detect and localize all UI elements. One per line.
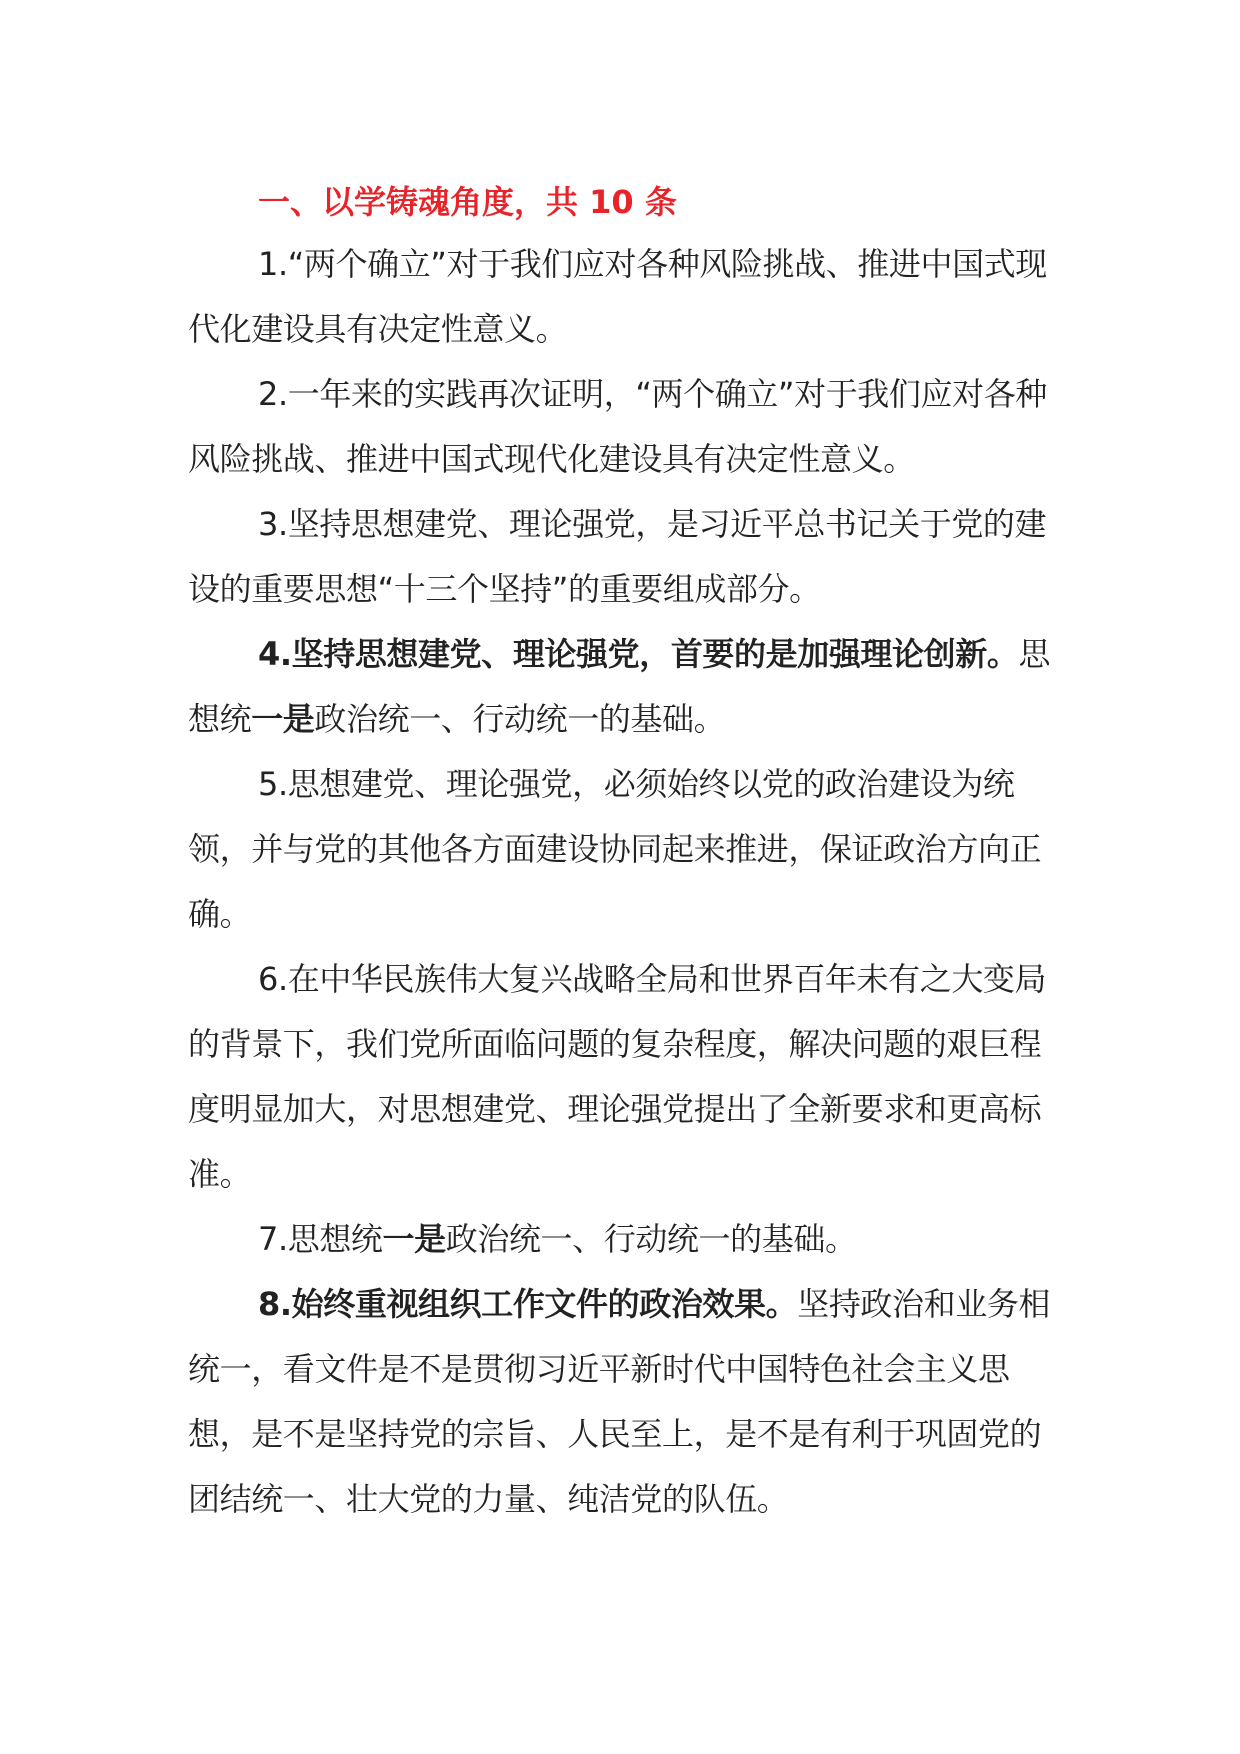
item-4-bold-text: 4.坚持思想建党、理论强党，首要的是加强理论创新。 xyxy=(258,635,1019,673)
list-item-6 xyxy=(188,947,1054,1207)
item-8-bold-text: 8.始终重视组织工作文件的政治效果。 xyxy=(258,1285,798,1323)
section-heading: 一、以学铸魂角度，共 10 条 xyxy=(258,183,677,221)
item-4-text-part1: 思想统 xyxy=(188,635,1051,738)
list-item-2 xyxy=(188,362,1054,492)
list-item-4 xyxy=(188,622,1054,752)
item-1-text: 1.“两个确立”对于我们应对各种风险挑战、推进中国式现代化建设具有决定性意义。 xyxy=(188,245,1047,348)
item-7-bold-inline: 一是 xyxy=(382,1220,446,1258)
list-item-3 xyxy=(188,492,1054,622)
item-8-text: 坚持政治和业务相统一，看文件是不是贯彻习近平新时代中国特色社会主义思想，是不是坚持党的宗旨、人民至上，是不是有利于巩固党的团结统一、壮大党的力量、纯洁党的队伍。 xyxy=(188,1285,1051,1518)
item-7-text-part1: 7.思想统 xyxy=(258,1220,383,1258)
item-4-text-part2: 政治统一、行动统一的基础。 xyxy=(314,700,726,738)
item-5-text: 5.思想建党、理论强党，必须始终以党的政治建设为统领，并与党的其他各方面建设协同起来推进，保证政治方向正确。 xyxy=(188,765,1042,933)
item-7-text-part2: 政治统一、行动统一的基础。 xyxy=(445,1220,857,1258)
list-item-8 xyxy=(188,1272,1054,1532)
item-6-text: 6.在中华民族伟大复兴战略全局和世界百年未有之大变局的背景下，我们党所面临问题的复杂程度，解决问题的艰巨程度明显加大，对思想建党、理论强党提出了全新要求和更高标准。 xyxy=(188,960,1047,1193)
item-2-text: 2.一年来的实践再次证明，“两个确立”对于我们应对各种风险挑战、推进中国式现代化建设具有决定性意义。 xyxy=(188,375,1047,478)
item-3-text: 3.坚持思想建党、理论强党，是习近平总书记关于党的建设的重要思想“十三个坚持”的重要组成部分。 xyxy=(188,505,1047,608)
list-item-7 xyxy=(188,1207,1054,1272)
list-item-5 xyxy=(188,752,1054,947)
item-4-bold-inline: 一是 xyxy=(251,700,315,738)
list-item-1 xyxy=(188,232,1054,362)
document-body xyxy=(188,172,1054,1532)
